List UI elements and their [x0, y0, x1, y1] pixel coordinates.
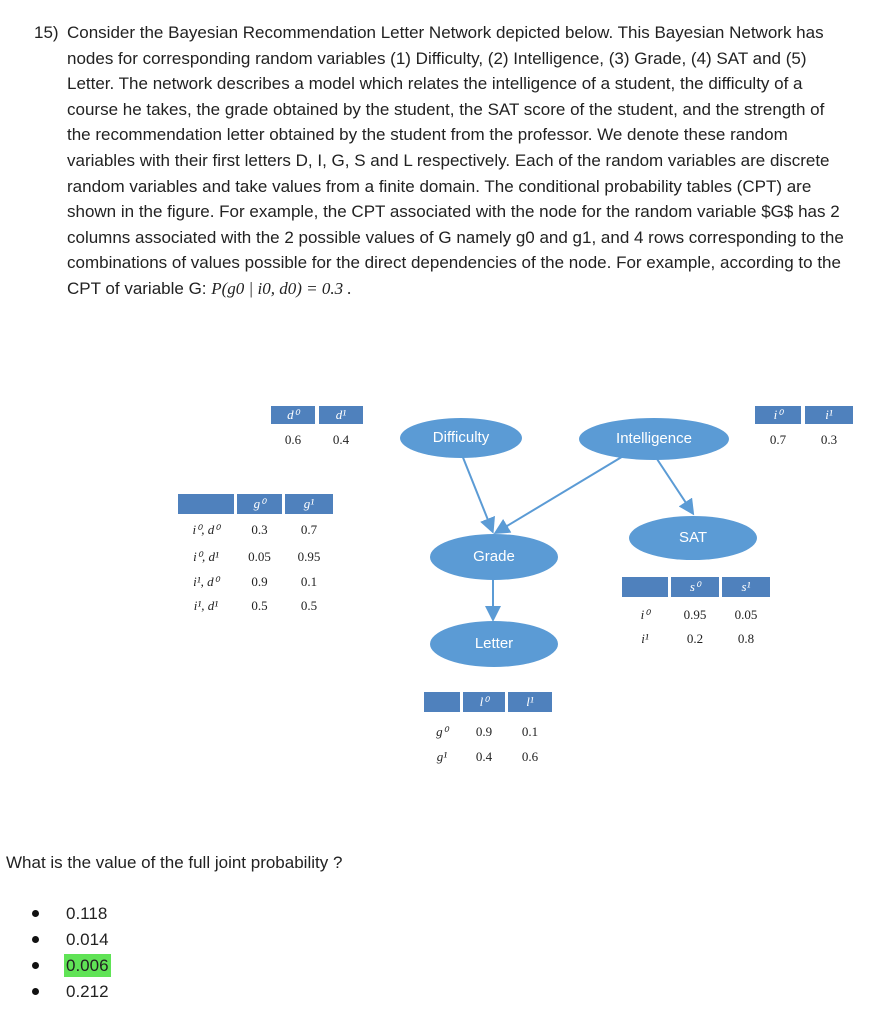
- cpt-g-header-1: g¹: [285, 494, 333, 514]
- answer-label: 0.118: [66, 904, 108, 923]
- answer-label: 0.014: [66, 930, 109, 949]
- edge-difficulty-grade: [462, 455, 492, 530]
- cpt-d-value-0: 0.6: [284, 432, 302, 447]
- cpt-g-cell: 0.3: [251, 522, 268, 537]
- cpt-g-cell: 0.5: [251, 598, 268, 613]
- cpt-s-cell: 0.2: [686, 631, 704, 646]
- cpt-l-cell: 0.4: [475, 749, 493, 764]
- cpt-letter: [422, 692, 554, 768]
- answer-option[interactable]: [32, 902, 111, 928]
- cpt-l-header-1: l¹: [508, 692, 552, 712]
- cpt-l-cell: 0.1: [521, 724, 539, 739]
- cpt-l-row-label: g⁰: [436, 724, 448, 739]
- cpt-l-row-label: g¹: [436, 749, 448, 764]
- cpt-g-cell: 0.1: [300, 574, 318, 589]
- cpt-s-cell: 0.05: [734, 607, 758, 622]
- question-formula: P(g0 | i0, d0) = 0.3 .: [211, 278, 352, 298]
- cpt-g-row-label: i¹, d⁰: [193, 574, 219, 589]
- cpt-g-cell: 0.95: [297, 549, 321, 564]
- answer-option[interactable]: [32, 980, 111, 1006]
- answer-label: 0.006: [66, 956, 109, 975]
- cpt-i-header-0: i⁰: [755, 406, 801, 424]
- node-sat: SAT: [629, 516, 757, 560]
- answer-prompt: What is the value of the full joint probability ?: [6, 853, 343, 872]
- cpt-s-row-label: i⁰: [640, 607, 650, 622]
- edge-intelligence-sat: [655, 456, 692, 512]
- answer-label: 0.212: [66, 982, 109, 1001]
- cpt-s-header-1: s¹: [722, 577, 770, 597]
- cpt-g-cell: 0.7: [300, 522, 318, 537]
- question-number: 15): [34, 23, 59, 42]
- cpt-g-row-label: i⁰, d⁰: [192, 522, 220, 537]
- node-letter: Letter: [430, 621, 558, 667]
- cpt-i-value-0: 0.7: [769, 432, 787, 447]
- cpt-grade: [176, 494, 336, 618]
- cpt-s-header-corner: [622, 577, 668, 597]
- cpt-sat: [620, 577, 772, 649]
- cpt-l-cell: 0.9: [475, 724, 493, 739]
- cpt-d-header-1: d¹: [319, 406, 363, 424]
- cpt-l-header-corner: [424, 692, 460, 712]
- cpt-g-cell: 0.5: [300, 598, 318, 613]
- answer-option[interactable]: [32, 928, 111, 954]
- cpt-g-cell: 0.9: [251, 574, 268, 589]
- cpt-d-header-0: d⁰: [271, 406, 315, 424]
- cpt-s-cell: 0.95: [683, 607, 707, 622]
- cpt-difficulty: [268, 406, 366, 452]
- node-grade: Grade: [430, 534, 558, 580]
- cpt-g-header-0: g⁰: [237, 494, 282, 514]
- cpt-i-header-1: i¹: [805, 406, 853, 424]
- cpt-s-header-0: s⁰: [671, 577, 719, 597]
- answer-option[interactable]: [32, 954, 111, 980]
- cpt-intelligence: [752, 406, 856, 452]
- bullet-icon: [32, 936, 39, 943]
- cpt-g-row-label: i¹, d¹: [193, 598, 219, 613]
- cpt-g-header-corner: [178, 494, 234, 514]
- question-body: Consider the Bayesian Recommendation Letter Network depicted below. This Bayesian Network has nodes for corresponding random variables (1) Difficulty, (2) Intelligence, (3) Grade, (4) SAT and (5) Letter. The network describes a model which relates the intelligence of a student, the difficulty of a course he takes, the grade obtained by the student, the SAT score of the student, and the strength of the recommendation letter obtained by the student from the professor. We denote these random variables with their first letters D, I, G, S and L respectively. Each of the random variables are discrete random variables and take values from a finite domain. The conditional probability tables (CPT) are shown in the figure. For example, the CPT associated with the node for the random variable $G$ has 2 columns associated with the 2 possible values of G namely g0 and g1, and 4 rows corresponding to the combinations of values possible for the direct dependencies of the node. For example, according to the CPT of variable G:: [67, 23, 844, 298]
- bullet-icon: [32, 988, 39, 995]
- cpt-s-row-label: i¹: [641, 631, 649, 646]
- cpt-g-row-label: i⁰, d¹: [193, 549, 219, 564]
- edge-intelligence-grade: [497, 455, 625, 532]
- cpt-d-value-1: 0.4: [332, 432, 350, 447]
- cpt-i-value-1: 0.3: [820, 432, 838, 447]
- bullet-icon: [32, 910, 39, 917]
- cpt-s-cell: 0.8: [737, 631, 755, 646]
- node-intelligence: Intelligence: [579, 418, 729, 460]
- bullet-icon: [32, 962, 39, 969]
- answer-list: [32, 902, 111, 1006]
- cpt-l-cell: 0.6: [521, 749, 539, 764]
- cpt-l-header-0: l⁰: [463, 692, 505, 712]
- cpt-g-cell: 0.05: [248, 549, 271, 564]
- node-difficulty: Difficulty: [400, 418, 522, 458]
